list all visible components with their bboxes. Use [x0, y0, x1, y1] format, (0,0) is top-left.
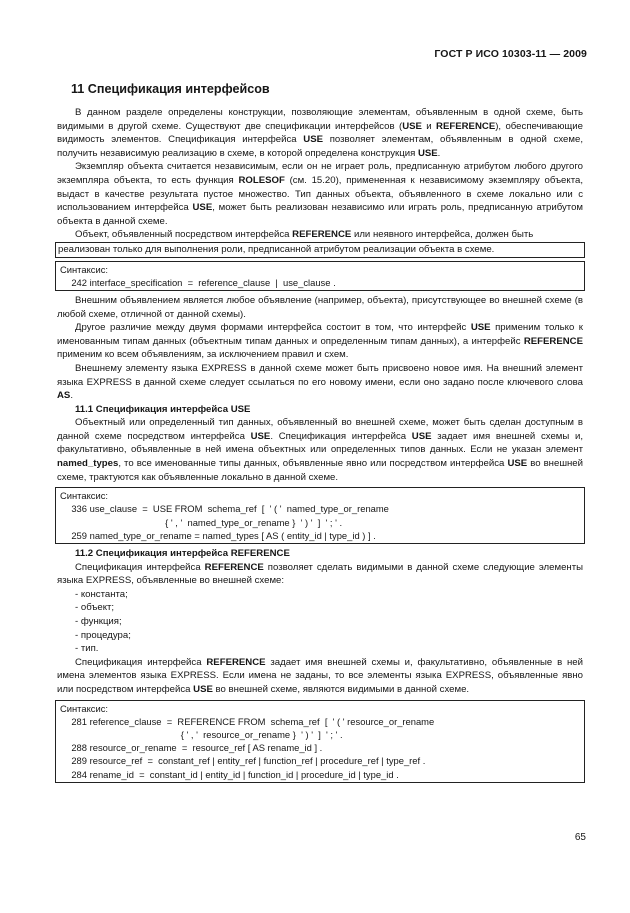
reference-paragraph-1: Спецификация интерфейса REFERENCE позволяет сделать видимыми в данной схеме следующие элементы языка EXPRESS, объявленные во внешней схеме:	[57, 561, 583, 587]
list-item: - процедура;	[75, 629, 131, 641]
syntax-rule	[60, 276, 580, 289]
syntax-box-interface-specification	[55, 261, 585, 291]
bold-keyword: USE	[193, 684, 213, 695]
list-item: - константа;	[75, 588, 128, 600]
reference-paragraph-2: Спецификация интерфейса REFERENCE задает имя внешней схемы и, факультативно, объявленные в ней имена элементов языка EXPRESS. Если имена не заданы, то все элементы языка EXPRESS, объявленные явно или посредством интерфейса USE во внешней схеме, являются видимыми в данной схеме.	[57, 656, 583, 695]
list-item: - тип.	[75, 643, 99, 655]
rule-number: 288	[71, 742, 87, 754]
bold-keyword: USE	[470, 322, 491, 334]
rule-text: resource_or_rename = resource_ref [ AS rename_id ] .	[87, 742, 323, 754]
syntax-label: Синтаксис:	[60, 490, 109, 502]
intro-paragraph-2: Экземпляр объекта считается независимым, если он не играет роль, предписанную атрибутом любого другого экземпляра объекта, то есть функция ROLESOF (см. 15.20), примененная к независимому экземпляру объекта, выдаст в качестве результата пустое множество. Тип данных объекта, объявленного в схеме локально или с использованием интерфейса USE, может быть реализован независимо или играть роль, предписанную атрибутом объекта в данной схеме.	[57, 161, 583, 227]
rule-text: { ' , ' resource_or_rename } ' ) ' ] ' ; ' .	[87, 729, 343, 740]
syntax-rule	[60, 768, 580, 781]
syntax-label: Синтаксис:	[60, 263, 109, 275]
rule-text: reference_clause = REFERENCE FROM schema_ref [ ' ( ' resource_or_rename	[87, 715, 435, 727]
subsection-title-use: 11.1 Спецификация интерфейса USE	[75, 403, 251, 415]
bold-keyword: AS	[57, 390, 71, 402]
list-item: - объект;	[75, 602, 115, 614]
rule-number: 242	[71, 276, 87, 288]
syntax-rule	[60, 502, 580, 515]
syntax-label: Синтаксис:	[60, 702, 109, 714]
page-number: 65	[574, 832, 586, 843]
rule-text: rename_id = constant_id | entity_id | function_id | procedure_id | type_id .	[87, 768, 399, 780]
page-header: ГОСТ Р ИСО 10303-11 — 2009	[434, 48, 587, 60]
interface-difference-paragraph: Другое различие между двумя формами интерфейса состоит в том, что интерфейс USE применим только к именованным типам данных (объектным типам данных и определенным типам данных), а интерфейс REFERENCE применим ко всем объявлениям, за исключением правил и схем.	[57, 322, 584, 361]
external-declaration-paragraph: Внешним объявлением является любое объявление (например, объекта), присутствующее во внешней схеме (в любой схеме, отличной от данной схемы).	[57, 294, 583, 320]
intro-paragraph-3: Объект, объявленный посредством интерфейса REFERENCE или неявного интерфейса, должен быть	[75, 229, 534, 241]
reference-element-list	[57, 588, 583, 656]
rule-text: use_clause = USE FROM schema_ref [ ' ( ' named_type_or_rename	[87, 503, 389, 515]
bold-keyword: USE	[250, 430, 271, 442]
rule-text: named_type_or_rename = named_types [ AS ( entity_id | type_id ) ] .	[87, 529, 376, 541]
rule-number: 336	[71, 503, 87, 515]
intro-paragraph-1: В данном разделе определены конструкции, позволяющие элементам, объявленным в одной схеме, быть видимыми в другой схеме. Существуют две спецификации интерфейсов (USE и REFERENCE), обеспечивающие видимость элементов. Спецификация интерфейса USE позволяет элементам, объявленным в одной схеме, получить независимую реализацию в схеме, в которой определена конструкция USE.	[57, 107, 583, 159]
syntax-box-reference-clause	[55, 700, 585, 783]
bold-keyword: USE	[507, 458, 528, 470]
bold-keyword: REFERENCE	[204, 561, 264, 573]
bold-keyword: USE	[402, 120, 422, 132]
rule-text: resource_ref = constant_ref | entity_ref | function_ref | procedure_ref | type_ref .	[87, 755, 426, 767]
bold-keyword: USE	[411, 430, 432, 442]
intro-paragraph-3-continuation: реализован только для выполнения роли, предписанной атрибутом реализации объекта в схеме.	[55, 242, 585, 258]
syntax-rule	[60, 741, 580, 754]
rule-number: 281	[71, 715, 87, 727]
bold-keyword: named_types	[57, 458, 119, 470]
subsection-title-reference: 11.2 Спецификация интерфейса REFERENCE	[75, 548, 290, 560]
bold-keyword: REFERENCE	[523, 335, 583, 347]
section-title: 11 Спецификация интерфейсов	[71, 82, 270, 96]
rule-text: interface_specification = reference_clause | use_clause .	[87, 276, 336, 288]
rule-text: { ' , ' named_type_or_rename } ' ) ' ] ' ; ' .	[87, 516, 343, 528]
rule-number: 289	[71, 755, 87, 767]
syntax-rule	[60, 516, 580, 529]
rule-number: 259	[71, 529, 87, 541]
bold-keyword: REFERENCE	[292, 229, 352, 241]
syntax-rule	[60, 529, 580, 542]
syntax-rule	[60, 754, 580, 767]
syntax-rule	[60, 715, 580, 728]
rename-paragraph: Внешнему элементу языка EXPRESS в данной схеме может быть присвоено новое имя. На внешний элемент языка EXPRESS в данной схеме следует ссылаться по его новому имени, если оно задано после ключевого слова AS.	[57, 362, 583, 402]
bold-keyword: REFERENCE	[436, 120, 496, 132]
bold-keyword: REFERENCE	[206, 656, 266, 668]
bold-keyword: USE	[417, 147, 438, 159]
rule-number: 284	[71, 768, 87, 780]
syntax-box-use-clause	[55, 487, 585, 544]
document-body	[57, 82, 583, 786]
bold-keyword: USE	[192, 202, 213, 214]
use-paragraph: Объектный или определенный тип данных, объявленный во внешней схеме, может быть сделан доступным в данной схеме посредством интерфейса USE. Спецификация интерфейса USE задает имя внешней схемы и, факультативно, объявленные в ней имена объектных или определенных типов данных. Если не указан элемент named_types, то все именованные типы данных, объявленные явно или посредством интерфейса USE во внешней схеме, трактуются как объявленные локально в данной схеме.	[57, 417, 584, 483]
syntax-rule	[60, 728, 580, 741]
bold-keyword: ROLESOF	[238, 174, 285, 186]
bold-keyword: USE	[303, 134, 324, 146]
list-item: - функция;	[75, 616, 122, 628]
